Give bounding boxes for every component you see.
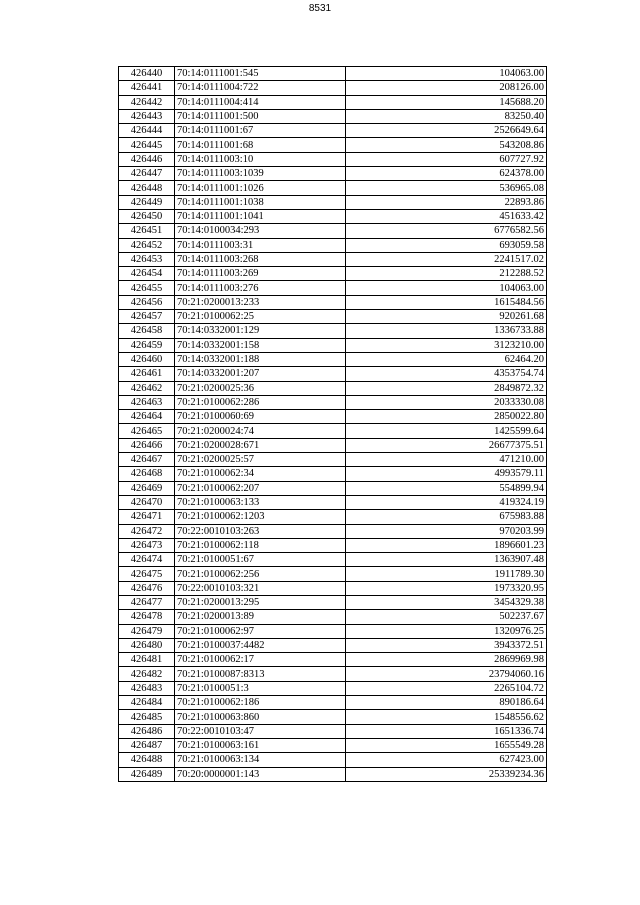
value-cell: 2241517.02 (346, 252, 547, 266)
table-row (119, 424, 547, 438)
cadastral-number-cell: 70:22:0010103:321 (175, 581, 346, 595)
value-cell: 2850022.80 (346, 410, 547, 424)
table-row (119, 352, 547, 366)
row-id-cell: 426449 (119, 195, 175, 209)
row-id-cell: 426473 (119, 538, 175, 552)
value-cell: 624378.00 (346, 167, 547, 181)
table-row (119, 209, 547, 223)
cadastral-number-cell: 70:21:0100062:17 (175, 653, 346, 667)
table-row (119, 410, 547, 424)
cadastral-number-cell: 70:21:0200013:233 (175, 295, 346, 309)
value-cell: 607727.92 (346, 152, 547, 166)
row-id-cell: 426472 (119, 524, 175, 538)
page-number: 8531 (308, 3, 332, 14)
table-row (119, 252, 547, 266)
cadastral-number-cell: 70:14:0111003:1039 (175, 167, 346, 181)
table-row (119, 610, 547, 624)
value-cell: 1973320.95 (346, 581, 547, 595)
row-id-cell: 426452 (119, 238, 175, 252)
value-cell: 1651336.74 (346, 724, 547, 738)
row-id-cell: 426477 (119, 595, 175, 609)
row-id-cell: 426479 (119, 624, 175, 638)
row-id-cell: 426470 (119, 495, 175, 509)
cadastral-number-cell: 70:21:0200013:295 (175, 595, 346, 609)
value-cell: 25339234.36 (346, 767, 547, 781)
value-cell: 23794060.16 (346, 667, 547, 681)
cadastral-number-cell: 70:21:0100062:207 (175, 481, 346, 495)
cadastral-number-cell: 70:22:0010103:47 (175, 724, 346, 738)
cadastral-number-cell: 70:21:0200013:89 (175, 610, 346, 624)
value-cell: 145688.20 (346, 95, 547, 109)
row-id-cell: 426484 (119, 696, 175, 710)
row-id-cell: 426460 (119, 352, 175, 366)
value-cell: 62464.20 (346, 352, 547, 366)
value-cell: 4993579.11 (346, 467, 547, 481)
value-cell: 1548556.62 (346, 710, 547, 724)
row-id-cell: 426463 (119, 395, 175, 409)
table-row (119, 738, 547, 752)
cadastral-number-cell: 70:22:0010103:263 (175, 524, 346, 538)
cadastral-number-cell: 70:14:0332001:158 (175, 338, 346, 352)
value-cell: 3454329.38 (346, 595, 547, 609)
table-row (119, 238, 547, 252)
cadastral-number-cell: 70:21:0100087:8313 (175, 667, 346, 681)
value-cell: 3123210.00 (346, 338, 547, 352)
table-row (119, 324, 547, 338)
table-row (119, 81, 547, 95)
table-row (119, 195, 547, 209)
row-id-cell: 426448 (119, 181, 175, 195)
cadastral-number-cell: 70:21:0100062:118 (175, 538, 346, 552)
table-row (119, 367, 547, 381)
cadastral-number-cell: 70:14:0111001:67 (175, 124, 346, 138)
cadastral-number-cell: 70:14:0111004:414 (175, 95, 346, 109)
row-id-cell: 426459 (119, 338, 175, 352)
table-row (119, 667, 547, 681)
cadastral-number-cell: 70:21:0200025:57 (175, 453, 346, 467)
value-cell: 104063.00 (346, 281, 547, 295)
cadastral-number-cell: 70:14:0111001:1026 (175, 181, 346, 195)
value-cell: 2526649.64 (346, 124, 547, 138)
cadastral-number-cell: 70:14:0332001:207 (175, 367, 346, 381)
table-row (119, 753, 547, 767)
value-cell: 22893.86 (346, 195, 547, 209)
table-row (119, 281, 547, 295)
table-row (119, 109, 547, 123)
table-row (119, 438, 547, 452)
row-id-cell: 426442 (119, 95, 175, 109)
cadastral-number-cell: 70:14:0111003:269 (175, 267, 346, 281)
row-id-cell: 426467 (119, 453, 175, 467)
value-cell: 2849872.32 (346, 381, 547, 395)
table-row (119, 167, 547, 181)
row-id-cell: 426468 (119, 467, 175, 481)
cadastral-number-cell: 70:21:0100063:133 (175, 495, 346, 509)
row-id-cell: 426458 (119, 324, 175, 338)
value-cell: 2869969.98 (346, 653, 547, 667)
value-cell: 1336733.88 (346, 324, 547, 338)
cadastral-number-cell: 70:21:0100051:3 (175, 681, 346, 695)
row-id-cell: 426486 (119, 724, 175, 738)
row-id-cell: 426462 (119, 381, 175, 395)
value-cell: 1896601.23 (346, 538, 547, 552)
row-id-cell: 426475 (119, 567, 175, 581)
value-cell: 1320976.25 (346, 624, 547, 638)
table-row (119, 267, 547, 281)
row-id-cell: 426447 (119, 167, 175, 181)
cadastral-number-cell: 70:14:0111003:31 (175, 238, 346, 252)
table-row (119, 181, 547, 195)
cadastral-number-cell: 70:21:0100062:286 (175, 395, 346, 409)
table-row (119, 124, 547, 138)
row-id-cell: 426487 (119, 738, 175, 752)
value-cell: 970203.99 (346, 524, 547, 538)
cadastral-number-cell: 70:21:0100051:67 (175, 553, 346, 567)
row-id-cell: 426455 (119, 281, 175, 295)
table-row (119, 395, 547, 409)
table-row (119, 224, 547, 238)
cadastral-number-cell: 70:14:0332001:188 (175, 352, 346, 366)
row-id-cell: 426481 (119, 653, 175, 667)
value-cell: 1425599.64 (346, 424, 547, 438)
table-row (119, 152, 547, 166)
value-cell: 208126.00 (346, 81, 547, 95)
row-id-cell: 426485 (119, 710, 175, 724)
table-row (119, 581, 547, 595)
table-row (119, 595, 547, 609)
value-cell: 1363907.48 (346, 553, 547, 567)
cadastral-number-cell: 70:21:0100063:134 (175, 753, 346, 767)
row-id-cell: 426450 (119, 209, 175, 223)
table-row (119, 138, 547, 152)
table-row (119, 453, 547, 467)
value-cell: 554899.94 (346, 481, 547, 495)
value-cell: 543208.86 (346, 138, 547, 152)
value-cell: 419324.19 (346, 495, 547, 509)
cadastral-number-cell: 70:14:0111001:68 (175, 138, 346, 152)
table-row (119, 295, 547, 309)
row-id-cell: 426488 (119, 753, 175, 767)
cadastral-number-cell: 70:14:0111001:500 (175, 109, 346, 123)
row-id-cell: 426482 (119, 667, 175, 681)
cadastral-number-cell: 70:21:0100062:256 (175, 567, 346, 581)
cadastral-number-cell: 70:21:0100062:97 (175, 624, 346, 638)
row-id-cell: 426444 (119, 124, 175, 138)
row-id-cell: 426457 (119, 310, 175, 324)
table-row (119, 624, 547, 638)
row-id-cell: 426466 (119, 438, 175, 452)
table-row (119, 381, 547, 395)
row-id-cell: 426453 (119, 252, 175, 266)
row-id-cell: 426451 (119, 224, 175, 238)
registry-table-body (119, 67, 547, 782)
row-id-cell: 426480 (119, 638, 175, 652)
cadastral-number-cell: 70:21:0100062:34 (175, 467, 346, 481)
cadastral-number-cell: 70:21:0100060:69 (175, 410, 346, 424)
value-cell: 212288.52 (346, 267, 547, 281)
registry-table (118, 66, 547, 782)
value-cell: 693059.58 (346, 238, 547, 252)
value-cell: 1911789.30 (346, 567, 547, 581)
value-cell: 4353754.74 (346, 367, 547, 381)
row-id-cell: 426461 (119, 367, 175, 381)
table-row (119, 553, 547, 567)
cadastral-number-cell: 70:14:0332001:129 (175, 324, 346, 338)
table-row (119, 767, 547, 781)
row-id-cell: 426483 (119, 681, 175, 695)
cadastral-number-cell: 70:14:0111003:276 (175, 281, 346, 295)
row-id-cell: 426489 (119, 767, 175, 781)
table-row (119, 653, 547, 667)
cadastral-number-cell: 70:14:0111003:268 (175, 252, 346, 266)
value-cell: 6776582.56 (346, 224, 547, 238)
table-row (119, 481, 547, 495)
row-id-cell: 426476 (119, 581, 175, 595)
value-cell: 2033330.08 (346, 395, 547, 409)
value-cell: 2265104.72 (346, 681, 547, 695)
value-cell: 104063.00 (346, 67, 547, 81)
cadastral-number-cell: 70:14:0111001:545 (175, 67, 346, 81)
row-id-cell: 426445 (119, 138, 175, 152)
row-id-cell: 426469 (119, 481, 175, 495)
table-row (119, 524, 547, 538)
row-id-cell: 426478 (119, 610, 175, 624)
table-row (119, 467, 547, 481)
row-id-cell: 426441 (119, 81, 175, 95)
cadastral-number-cell: 70:21:0200024:74 (175, 424, 346, 438)
table-row (119, 310, 547, 324)
value-cell: 83250.40 (346, 109, 547, 123)
row-id-cell: 426454 (119, 267, 175, 281)
cadastral-number-cell: 70:14:0111001:1038 (175, 195, 346, 209)
cadastral-number-cell: 70:21:0100062:186 (175, 696, 346, 710)
row-id-cell: 426446 (119, 152, 175, 166)
cadastral-number-cell: 70:20:0000001:143 (175, 767, 346, 781)
table-row (119, 338, 547, 352)
table-row (119, 95, 547, 109)
table-row (119, 696, 547, 710)
table-row (119, 681, 547, 695)
value-cell: 451633.42 (346, 209, 547, 223)
cadastral-number-cell: 70:21:0100062:25 (175, 310, 346, 324)
table-row (119, 710, 547, 724)
value-cell: 471210.00 (346, 453, 547, 467)
table-row (119, 638, 547, 652)
value-cell: 920261.68 (346, 310, 547, 324)
value-cell: 1655549.28 (346, 738, 547, 752)
value-cell: 26677375.51 (346, 438, 547, 452)
row-id-cell: 426474 (119, 553, 175, 567)
value-cell: 1615484.56 (346, 295, 547, 309)
value-cell: 3943372.51 (346, 638, 547, 652)
row-id-cell: 426464 (119, 410, 175, 424)
cadastral-number-cell: 70:14:0111001:1041 (175, 209, 346, 223)
table-row (119, 724, 547, 738)
cadastral-number-cell: 70:21:0100037:4482 (175, 638, 346, 652)
row-id-cell: 426456 (119, 295, 175, 309)
row-id-cell: 426465 (119, 424, 175, 438)
value-cell: 536965.08 (346, 181, 547, 195)
cadastral-number-cell: 70:21:0200025:36 (175, 381, 346, 395)
value-cell: 675983.88 (346, 510, 547, 524)
row-id-cell: 426440 (119, 67, 175, 81)
value-cell: 502237.67 (346, 610, 547, 624)
table-row (119, 538, 547, 552)
cadastral-number-cell: 70:14:0100034:293 (175, 224, 346, 238)
cadastral-number-cell: 70:21:0100062:1203 (175, 510, 346, 524)
cadastral-number-cell: 70:14:0111004:722 (175, 81, 346, 95)
table-row (119, 495, 547, 509)
table-row (119, 510, 547, 524)
table-row (119, 567, 547, 581)
cadastral-number-cell: 70:14:0111003:10 (175, 152, 346, 166)
value-cell: 890186.64 (346, 696, 547, 710)
cadastral-number-cell: 70:21:0200028:671 (175, 438, 346, 452)
row-id-cell: 426443 (119, 109, 175, 123)
table-row (119, 67, 547, 81)
cadastral-number-cell: 70:21:0100063:860 (175, 710, 346, 724)
value-cell: 627423.00 (346, 753, 547, 767)
row-id-cell: 426471 (119, 510, 175, 524)
cadastral-number-cell: 70:21:0100063:161 (175, 738, 346, 752)
